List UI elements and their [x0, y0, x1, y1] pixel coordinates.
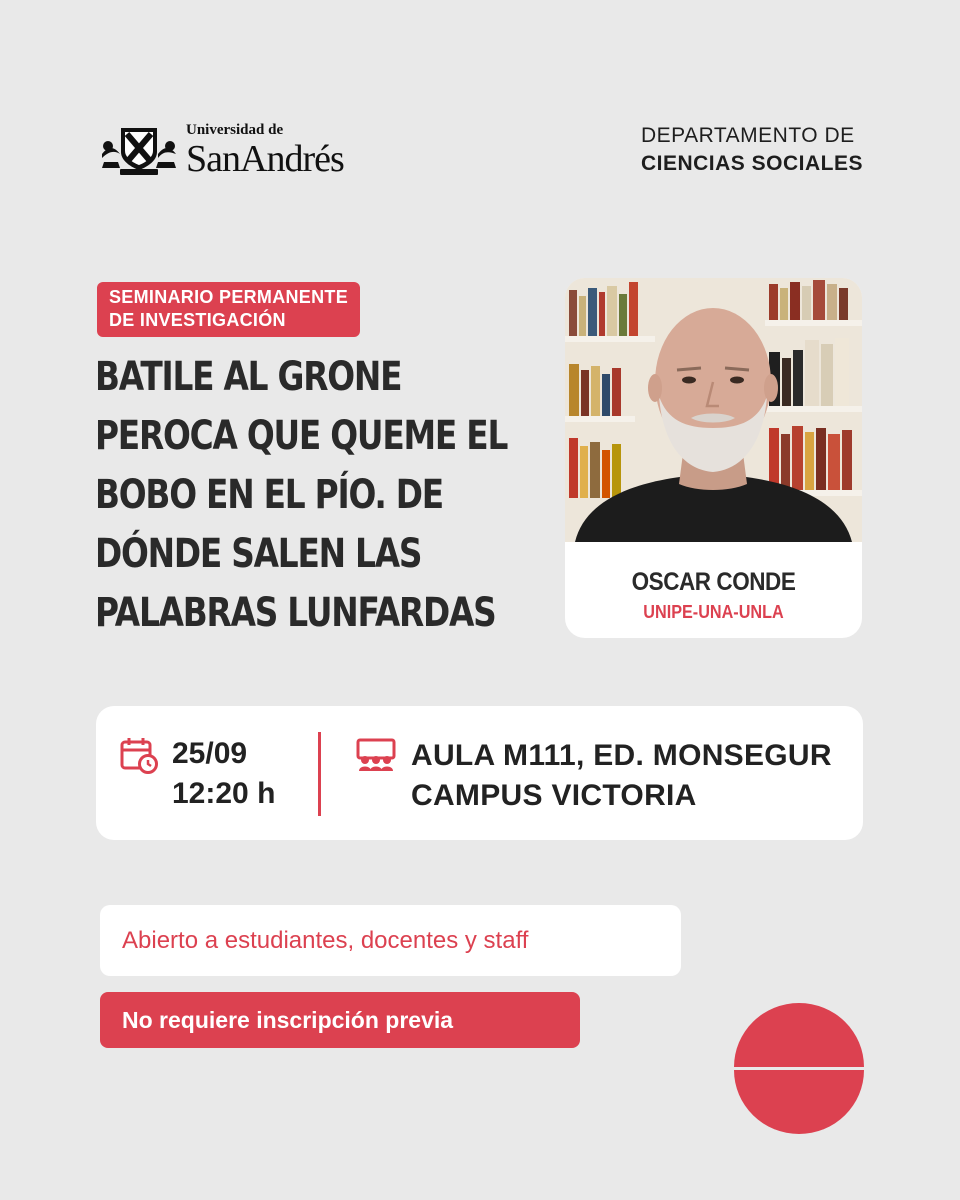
audience-note: Abierto a estudiantes, docentes y staff: [100, 905, 681, 976]
university-crest-icon: [98, 124, 180, 176]
department-name: [641, 122, 863, 178]
university-logo: [98, 122, 378, 178]
title-line: PEROCA QUE QUEME EL: [95, 413, 508, 459]
department-line-1: DEPARTAMENTO DE: [640, 124, 855, 147]
event-date: 25/09: [172, 737, 248, 770]
seminar-tag: [97, 282, 360, 337]
seminar-tag-line-1: SEMINARIO PERMANENTE: [109, 287, 349, 307]
seminar-tag-line-2: DE INVESTIGACIÓN: [109, 310, 286, 330]
title-line: PALABRAS LUNFARDAS: [95, 590, 496, 636]
title-line: BOBO EN EL PÍO. DE: [95, 472, 443, 518]
logo-university-label: Universidad de: [186, 121, 284, 138]
speaker-name: OSCAR CONDE: [631, 568, 796, 596]
speaker-card: [565, 278, 862, 638]
event-location-line-1: AULA M111, ED. MONSEGUR: [411, 739, 832, 772]
speaker-photo: [565, 278, 862, 542]
event-time: 12:20 h: [172, 777, 276, 810]
department-line-2: CIENCIAS SOCIALES: [640, 152, 863, 175]
title-line: DÓNDE SALEN LAS: [95, 531, 422, 577]
logo-university-name: SanAndrés: [186, 137, 344, 180]
registration-note: No requiere inscripción previa: [100, 992, 580, 1048]
event-details-panel: [96, 706, 863, 840]
event-location: [411, 736, 832, 816]
event-title: [95, 348, 508, 643]
title-line: BATILE AL GRONE: [95, 354, 402, 400]
event-date-time: [172, 734, 275, 814]
details-divider: [318, 732, 321, 816]
event-location-line-2: CAMPUS VICTORIA: [411, 779, 697, 812]
classroom-icon: [356, 738, 396, 772]
decorative-semicircles: [734, 1003, 864, 1134]
calendar-clock-icon: [120, 736, 158, 774]
speaker-affiliation: UNIPE-UNA-UNLA: [643, 602, 784, 622]
speaker-photo-image: [565, 278, 862, 542]
